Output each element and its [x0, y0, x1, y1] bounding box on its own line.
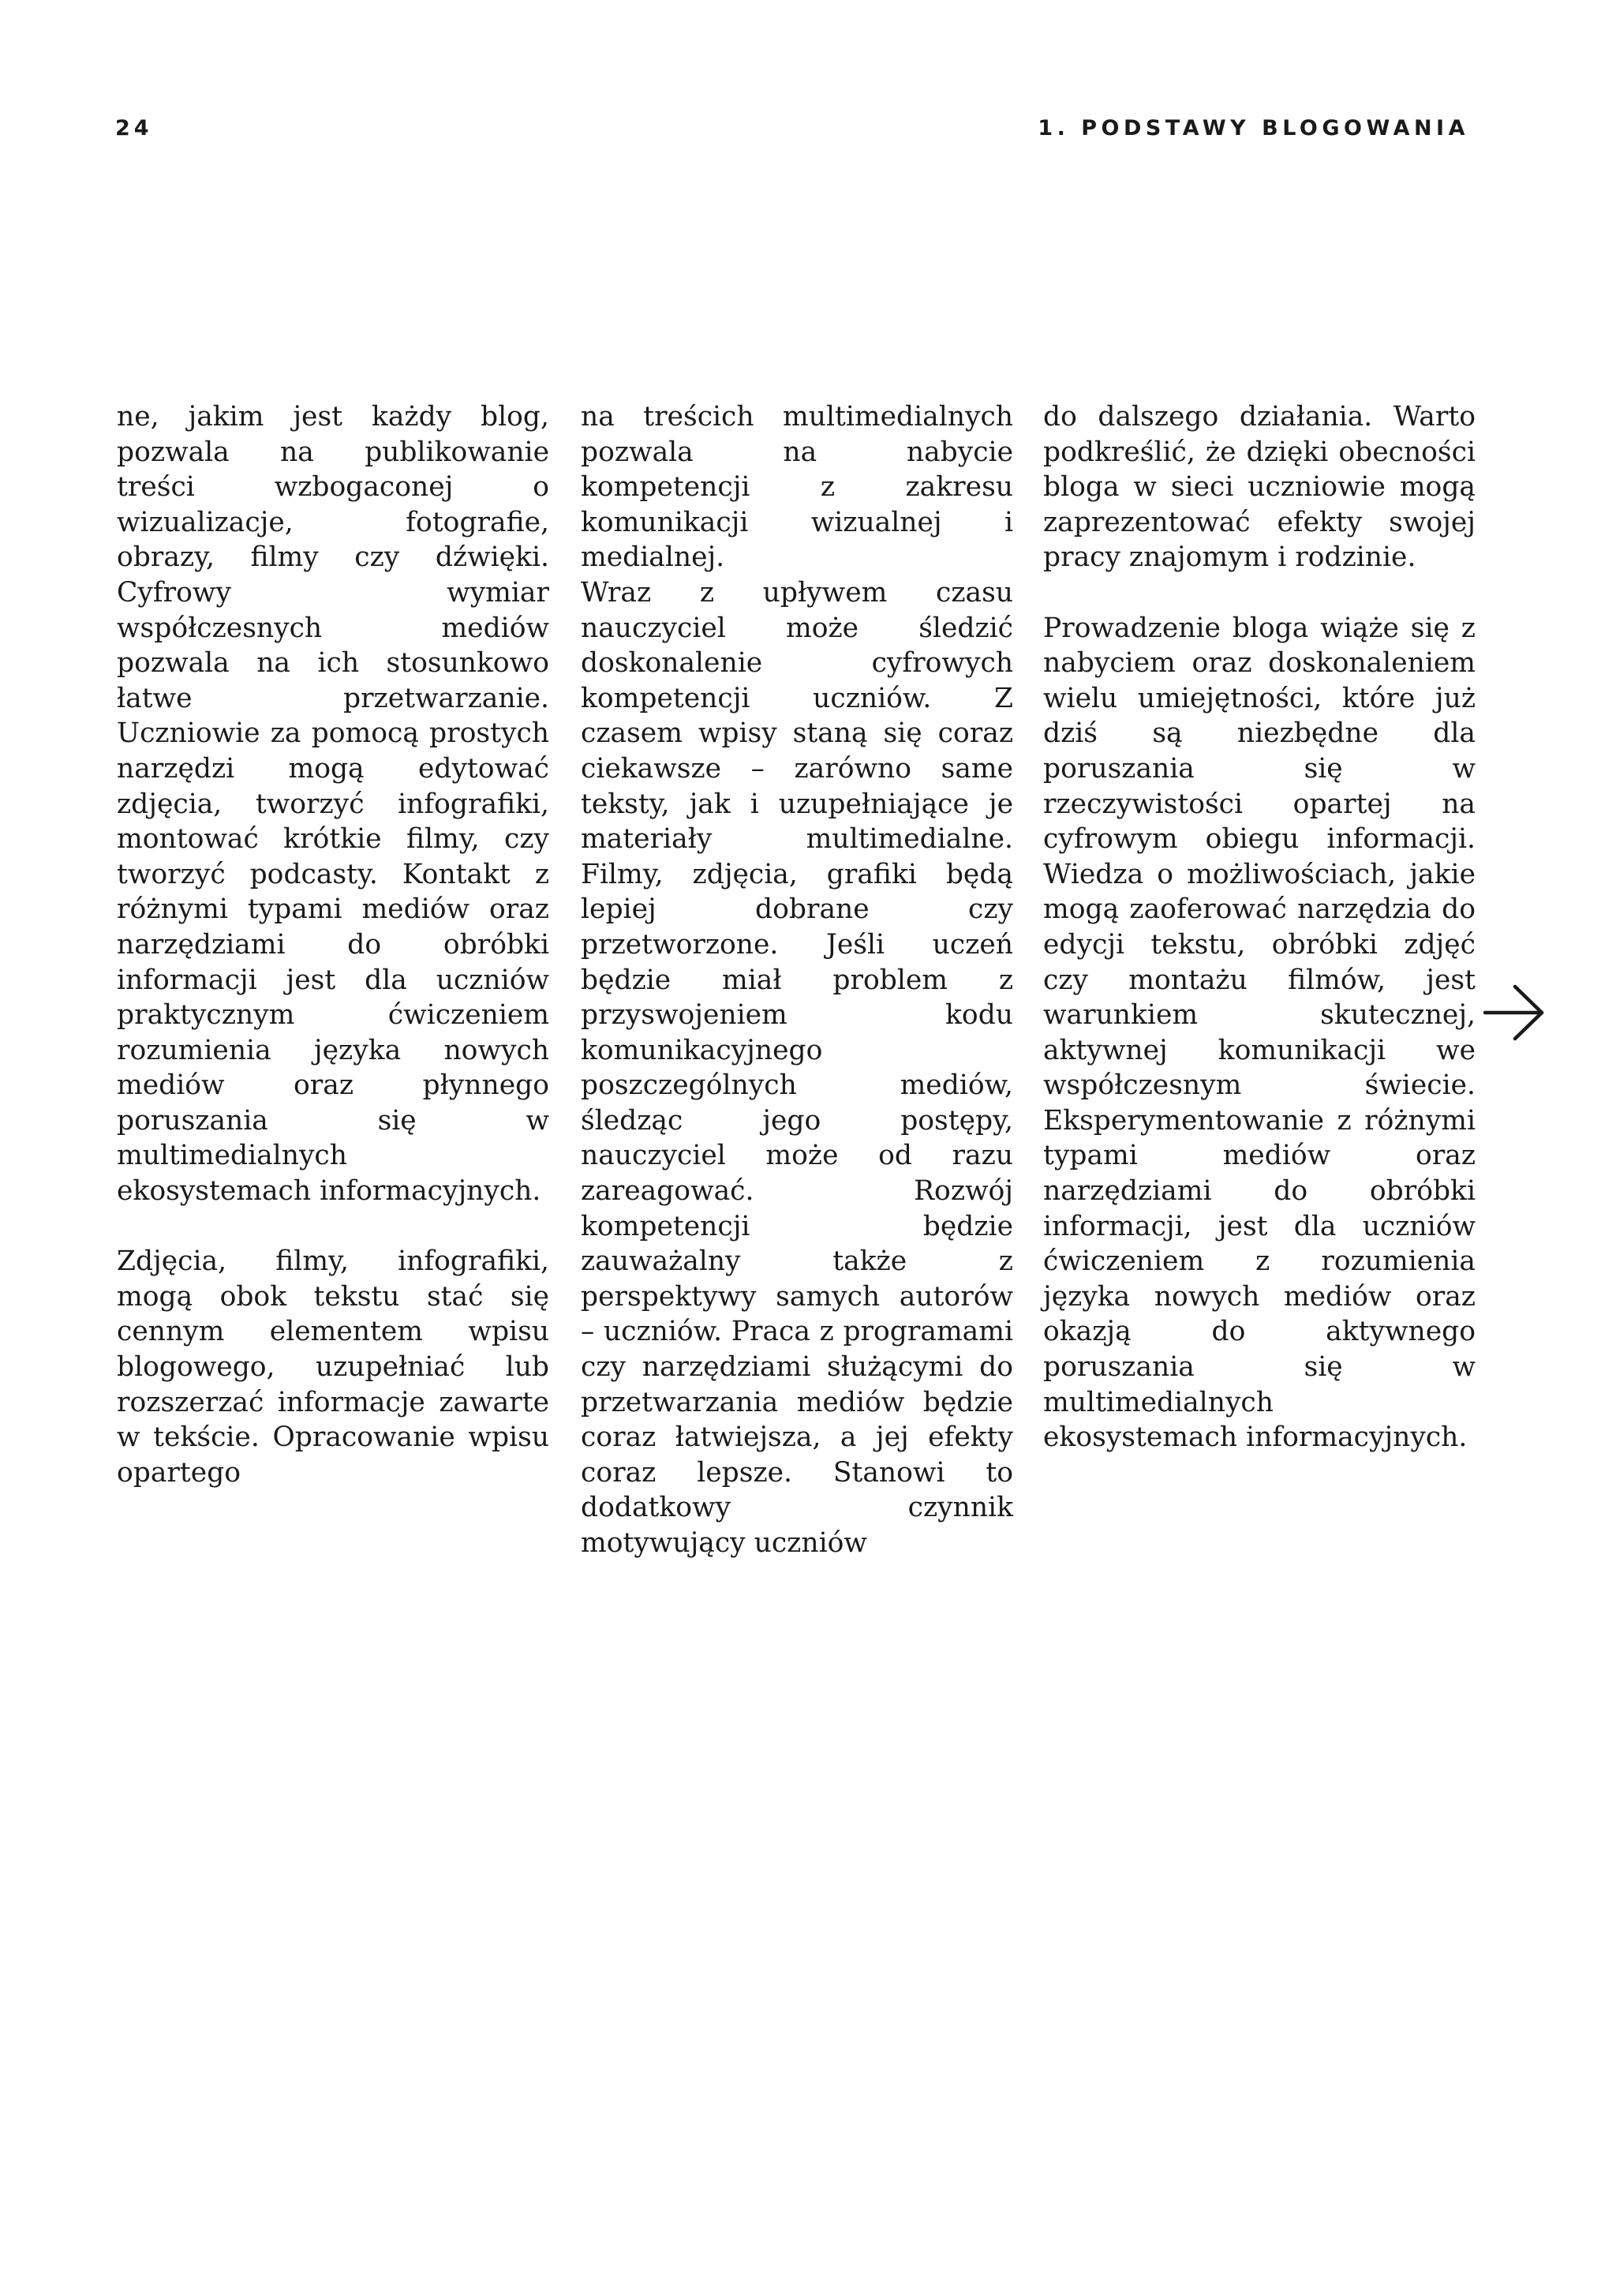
- text-column-1: [117, 399, 549, 1490]
- arrow-right-icon[interactable]: [1483, 983, 1547, 1042]
- chapter-title: 1. PODSTAWY BLOGOWANIA: [1038, 116, 1469, 140]
- paragraph: Zdjęcia, filmy, infografiki, mogą obok tekstu stać się cennym elementem wpisu blogowego, uzupełniać lub rozszerzać informacje zawarte w tekście. Opracowanie wpisu opartego: [117, 1245, 549, 1489]
- text-column-2: [581, 399, 1013, 1561]
- paragraph: na treścich multimedialnych pozwala na nabycie kompetencji z zakresu komunikacji wizualnej i medialnej.: [581, 401, 1013, 574]
- paragraph: do dalszego działania. Warto podkreślić, że dzięki obecności bloga w sieci uczniowie mogą zaprezentować efekty swojej pracy znajomym i rodzinie.: [1043, 401, 1476, 574]
- paragraph: Wraz z upływem czasu nauczyciel może śledzić doskonalenie cyfrowych kompetencji uczniów. Z czasem wpisy staną się coraz ciekawsze – zarówno same teksty, jak i uzupełniające je materiały multimedialne. Filmy, zdjęcia, grafiki będą lepiej dobrane czy przetworzone. Jeśli uczeń będzie miał problem z przyswojeniem kodu komunikacyjnego poszczególnych mediów, śledząc jego postępy, nauczyciel może od razu zareagować. Rozwój kompetencji będzie zauważalny także z perspektywy samych autorów – uczniów. Praca z programami czy narzędziami służącymi do przetwarzania mediów będzie coraz łatwiejsza, a jej efekty coraz lepsze. Stanowi to dodatkowy czynnik motywujący uczniów: [581, 576, 1013, 1559]
- page-number: 24: [115, 116, 153, 140]
- paragraph: Prowadzenie bloga wiąże się z nabyciem oraz doskonaleniem wielu umiejętności, które już dziś są niezbędne dla poruszania się w rzeczywistości opartej na cyfrowym obiegu informacji. Wiedza o możliwościach, jakie mogą zaoferować narzędzia do edycji tekstu, obróbki zdjęć czy montażu filmów, jest warunkiem skutecznej, aktywnej komunikacji we współczesnym świecie. Eksperymentowanie z różnymi typami mediów oraz narzędziami do obróbki informacji, jest dla uczniów ćwiczeniem z rozumienia języka nowych mediów oraz okazją do aktywnego poruszania się w multimedialnych ekosystemach informacyjnych.: [1043, 612, 1476, 1454]
- text-column-3: [1043, 399, 1476, 1455]
- paragraph: ne, jakim jest każdy blog, pozwala na publikowanie treści wzbogaconej o wizualizacje, fotografie, obrazy, filmy czy dźwięki. Cyfrowy wymiar współczesnych mediów pozwala na ich stosunkowo łatwe przetwarzanie. Uczniowie za pomocą prostych narzędzi mogą edytować zdjęcia, tworzyć infografiki, montować krótkie filmy, czy tworzyć podcasty. Kontakt z różnymi typami mediów oraz narzędziami do obróbki informacji jest dla uczniów praktycznym ćwiczeniem rozumienia języka nowych mediów oraz płynnego poruszania się w multimedialnych ekosystemach informacyjnych.: [117, 401, 549, 1208]
